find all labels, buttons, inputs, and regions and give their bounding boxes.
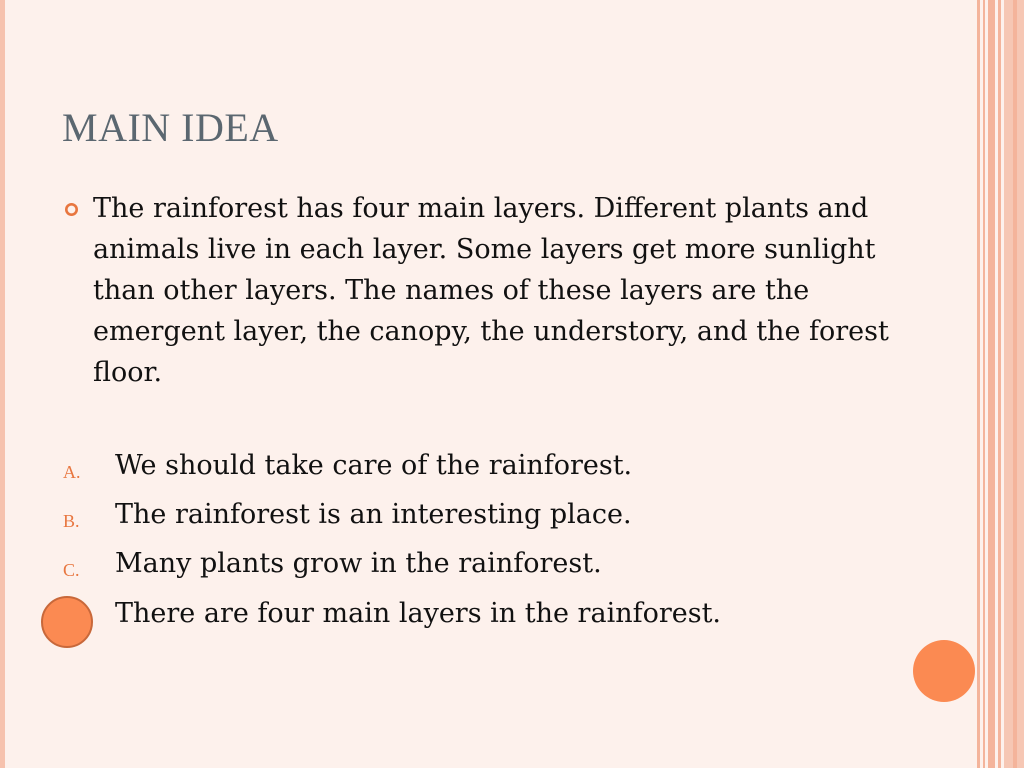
right-decor-stripe — [983, 0, 985, 768]
right-decor-stripe — [1013, 0, 1017, 768]
option-c-text[interactable]: Many plants grow in the rainforest. — [115, 548, 602, 579]
option-a-text[interactable]: We should take care of the rainforest. — [115, 450, 633, 481]
option-d-text[interactable]: There are four main layers in the rainforest. — [115, 598, 722, 629]
right-decor-stripe — [988, 0, 995, 768]
right-decor-stripe — [998, 0, 1001, 768]
ring-bullet-icon — [64, 202, 79, 217]
right-decor-stripe — [977, 0, 980, 768]
option-a-letter: A. — [63, 462, 81, 482]
option-b-text[interactable]: The rainforest is an interesting place. — [115, 499, 632, 530]
orange-circle-icon[interactable] — [913, 640, 975, 702]
option-b-letter: B. — [63, 511, 80, 531]
option-c-letter: C. — [63, 560, 80, 580]
left-border-stripe — [0, 0, 5, 768]
selected-answer-circle[interactable] — [41, 596, 93, 648]
slide-title: MAIN IDEA — [62, 105, 279, 150]
main-paragraph: The rainforest has four main layers. Different plants and animals live in each layer. Some layers get more sunlight than other layers. The names of these layers are the emergent layer, the canopy, the understory, and the forest floor. — [93, 193, 889, 388]
